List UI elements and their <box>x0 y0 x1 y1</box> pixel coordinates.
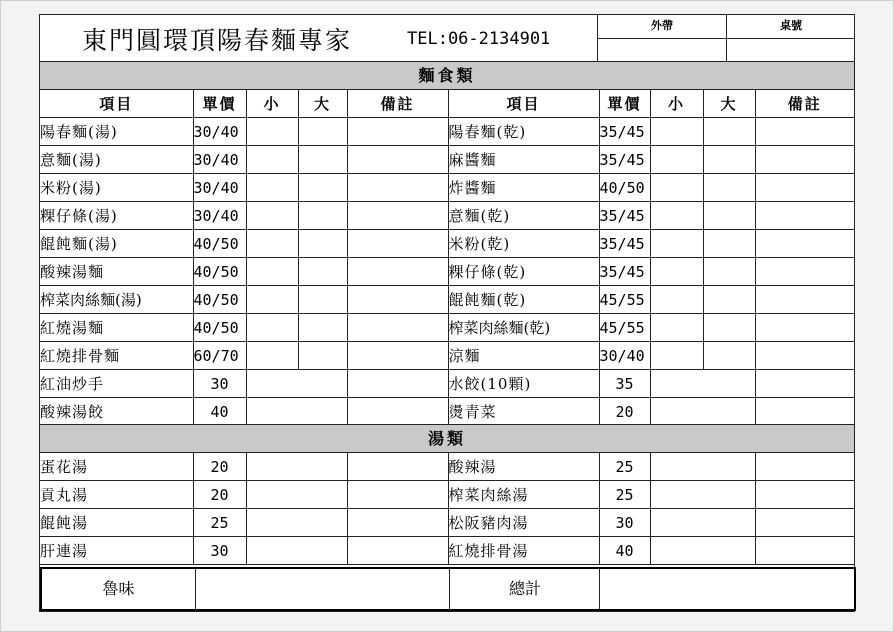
note-cell[interactable] <box>755 146 854 174</box>
header-title-area <box>40 15 598 61</box>
note-cell[interactable] <box>347 481 448 509</box>
large-qty-cell[interactable] <box>298 314 347 342</box>
item-name: 意麵(湯) <box>40 146 193 174</box>
item-price: 30/40 <box>193 174 246 202</box>
small-qty-cell[interactable] <box>246 230 298 258</box>
qty-cell[interactable] <box>246 398 347 426</box>
table-row <box>40 398 854 426</box>
column-header-note: 備註 <box>347 90 448 118</box>
item-name: 米粉(湯) <box>40 174 193 202</box>
qty-cell[interactable] <box>246 370 347 398</box>
note-cell[interactable] <box>347 174 448 202</box>
item-name: 紅燒湯麵 <box>40 314 193 342</box>
note-cell[interactable] <box>347 509 448 537</box>
note-cell[interactable] <box>347 453 448 481</box>
shop-name: 東門圓環頂陽春麵專家 <box>82 26 353 55</box>
note-cell[interactable] <box>755 398 854 426</box>
item-price: 35/45 <box>599 230 650 258</box>
item-price: 60/70 <box>193 342 246 370</box>
column-header-large: 大 <box>703 90 755 118</box>
small-qty-cell[interactable] <box>650 342 703 370</box>
item-price: 30/40 <box>193 202 246 230</box>
item-name: 意麵(乾) <box>448 202 599 230</box>
table-row <box>40 509 854 537</box>
large-qty-cell[interactable] <box>298 286 347 314</box>
table-row <box>40 118 854 146</box>
small-qty-cell[interactable] <box>650 146 703 174</box>
large-qty-cell[interactable] <box>298 118 347 146</box>
table-row <box>40 537 854 565</box>
item-price: 20 <box>193 453 246 481</box>
note-cell[interactable] <box>755 509 854 537</box>
item-price: 30/40 <box>193 118 246 146</box>
note-cell[interactable] <box>755 174 854 202</box>
item-price: 25 <box>599 481 650 509</box>
large-qty-cell[interactable] <box>703 202 755 230</box>
item-price: 40/50 <box>193 258 246 286</box>
item-name: 陽春麵(湯) <box>40 118 193 146</box>
item-price: 20 <box>599 398 650 426</box>
large-qty-cell[interactable] <box>703 258 755 286</box>
column-header-price: 單價 <box>193 90 246 118</box>
large-qty-cell[interactable] <box>298 258 347 286</box>
large-qty-cell[interactable] <box>298 342 347 370</box>
qty-cell[interactable] <box>246 481 347 509</box>
item-price: 30 <box>599 509 650 537</box>
item-name: 榨菜肉絲湯 <box>448 481 599 509</box>
item-name: 榨菜肉絲麵(湯) <box>40 286 193 314</box>
note-cell[interactable] <box>347 146 448 174</box>
note-cell[interactable] <box>755 258 854 286</box>
note-cell[interactable] <box>755 453 854 481</box>
note-cell[interactable] <box>755 230 854 258</box>
item-price: 40/50 <box>193 286 246 314</box>
item-price: 45/55 <box>599 314 650 342</box>
item-price: 20 <box>193 481 246 509</box>
small-qty-cell[interactable] <box>246 342 298 370</box>
note-cell[interactable] <box>347 314 448 342</box>
item-name: 榨菜肉絲麵(乾) <box>448 314 599 342</box>
item-price: 30 <box>193 370 246 398</box>
note-cell[interactable] <box>755 202 854 230</box>
qty-cell[interactable] <box>246 537 347 565</box>
large-qty-cell[interactable] <box>298 174 347 202</box>
large-qty-cell[interactable] <box>703 314 755 342</box>
table-row <box>40 481 854 509</box>
column-header-row <box>40 90 854 118</box>
total-entry-cell[interactable] <box>599 569 855 609</box>
item-name: 米粉(乾) <box>448 230 599 258</box>
item-name: 炸醬麵 <box>448 174 599 202</box>
large-qty-cell[interactable] <box>703 146 755 174</box>
note-cell[interactable] <box>347 370 448 398</box>
item-name: 餛飩麵(乾) <box>448 286 599 314</box>
column-header-small: 小 <box>650 90 703 118</box>
large-qty-cell[interactable] <box>703 286 755 314</box>
table-row <box>40 230 854 258</box>
section-noodles-header: 麵食類 <box>40 61 854 90</box>
small-qty-cell[interactable] <box>246 174 298 202</box>
note-cell[interactable] <box>347 398 448 426</box>
item-price: 30/40 <box>599 342 650 370</box>
large-qty-cell[interactable] <box>703 174 755 202</box>
note-cell[interactable] <box>347 537 448 565</box>
small-qty-cell[interactable] <box>650 174 703 202</box>
item-price: 35/45 <box>599 202 650 230</box>
item-name: 餛飩麵(湯) <box>40 230 193 258</box>
item-price: 30/40 <box>193 146 246 174</box>
small-qty-cell[interactable] <box>246 286 298 314</box>
table-number-box <box>726 15 855 61</box>
note-cell[interactable] <box>347 286 448 314</box>
column-header-note: 備註 <box>755 90 854 118</box>
note-cell[interactable] <box>755 537 854 565</box>
note-cell[interactable] <box>755 118 854 146</box>
note-cell[interactable] <box>755 370 854 398</box>
table-number-label: 桌號 <box>727 15 855 39</box>
note-cell[interactable] <box>347 342 448 370</box>
note-cell[interactable] <box>347 258 448 286</box>
item-price: 40/50 <box>193 314 246 342</box>
small-qty-cell[interactable] <box>246 258 298 286</box>
order-sheet <box>39 14 855 612</box>
item-name: 紅燒排骨湯 <box>448 537 599 565</box>
item-price: 45/55 <box>599 286 650 314</box>
item-price: 35 <box>599 370 650 398</box>
item-name: 紅油炒手 <box>40 370 193 398</box>
section-soups-header: 湯類 <box>40 424 854 453</box>
qty-cell[interactable] <box>246 509 347 537</box>
small-qty-cell[interactable] <box>650 314 703 342</box>
takeout-label: 外帶 <box>598 15 726 39</box>
table-row <box>40 370 854 398</box>
item-name: 肝連湯 <box>40 537 193 565</box>
large-qty-cell[interactable] <box>298 146 347 174</box>
item-price: 40/50 <box>599 174 650 202</box>
small-qty-cell[interactable] <box>650 286 703 314</box>
large-qty-cell[interactable] <box>298 230 347 258</box>
item-name: 酸辣湯 <box>448 453 599 481</box>
total-label: 總計 <box>449 569 600 609</box>
table-row <box>40 258 854 286</box>
item-price: 40 <box>599 537 650 565</box>
table-row <box>40 314 854 342</box>
small-qty-cell[interactable] <box>650 202 703 230</box>
item-price: 35/45 <box>599 258 650 286</box>
note-cell[interactable] <box>755 481 854 509</box>
table-row <box>40 342 854 370</box>
small-qty-cell[interactable] <box>650 118 703 146</box>
qty-cell[interactable] <box>650 509 755 537</box>
large-qty-cell[interactable] <box>298 202 347 230</box>
shop-telephone: TEL:06-2134901 <box>407 29 551 49</box>
takeout-box <box>598 15 726 61</box>
noodle-menu-table <box>40 90 854 426</box>
small-qty-cell[interactable] <box>246 202 298 230</box>
column-header-small: 小 <box>246 90 298 118</box>
qty-cell[interactable] <box>650 537 755 565</box>
item-name: 燙青菜 <box>448 398 599 426</box>
item-price: 30 <box>193 537 246 565</box>
large-qty-cell[interactable] <box>703 342 755 370</box>
small-qty-cell[interactable] <box>246 146 298 174</box>
item-name: 水餃(10顆) <box>448 370 599 398</box>
item-price: 40/50 <box>193 230 246 258</box>
small-qty-cell[interactable] <box>650 230 703 258</box>
item-name: 貢丸湯 <box>40 481 193 509</box>
qty-cell[interactable] <box>650 453 755 481</box>
item-name: 陽春麵(乾) <box>448 118 599 146</box>
note-cell[interactable] <box>755 314 854 342</box>
table-row <box>40 453 854 481</box>
column-header-large: 大 <box>298 90 347 118</box>
qty-cell[interactable] <box>246 453 347 481</box>
item-name: 酸辣湯餃 <box>40 398 193 426</box>
note-cell[interactable] <box>347 230 448 258</box>
qty-cell[interactable] <box>650 481 755 509</box>
item-price: 35/45 <box>599 146 650 174</box>
table-row <box>40 174 854 202</box>
item-name: 粿仔條(湯) <box>40 202 193 230</box>
table-row <box>40 286 854 314</box>
item-name: 涼麵 <box>448 342 599 370</box>
footer-summary <box>40 567 856 611</box>
large-qty-cell[interactable] <box>703 230 755 258</box>
item-price: 25 <box>599 453 650 481</box>
qty-cell[interactable] <box>650 370 755 398</box>
note-cell[interactable] <box>347 202 448 230</box>
qty-cell[interactable] <box>650 398 755 426</box>
small-qty-cell[interactable] <box>246 118 298 146</box>
item-name: 酸辣湯麵 <box>40 258 193 286</box>
note-cell[interactable] <box>347 118 448 146</box>
table-row <box>40 202 854 230</box>
item-name: 紅燒排骨麵 <box>40 342 193 370</box>
item-price: 35/45 <box>599 118 650 146</box>
small-qty-cell[interactable] <box>650 258 703 286</box>
column-header-price: 單價 <box>599 90 650 118</box>
item-price: 25 <box>193 509 246 537</box>
item-name: 麻醬麵 <box>448 146 599 174</box>
large-qty-cell[interactable] <box>703 118 755 146</box>
item-name: 松阪豬肉湯 <box>448 509 599 537</box>
item-name: 蛋花湯 <box>40 453 193 481</box>
item-name: 粿仔條(乾) <box>448 258 599 286</box>
small-qty-cell[interactable] <box>246 314 298 342</box>
item-name: 餛飩湯 <box>40 509 193 537</box>
table-row <box>40 146 854 174</box>
note-cell[interactable] <box>755 342 854 370</box>
item-price: 40 <box>193 398 246 426</box>
braised-label: 魯味 <box>102 579 135 598</box>
soup-menu-table <box>40 453 854 565</box>
braised-entry-cell[interactable] <box>195 569 450 609</box>
column-header-item: 項目 <box>448 90 599 118</box>
note-cell[interactable] <box>755 286 854 314</box>
column-header-item: 項目 <box>40 90 193 118</box>
